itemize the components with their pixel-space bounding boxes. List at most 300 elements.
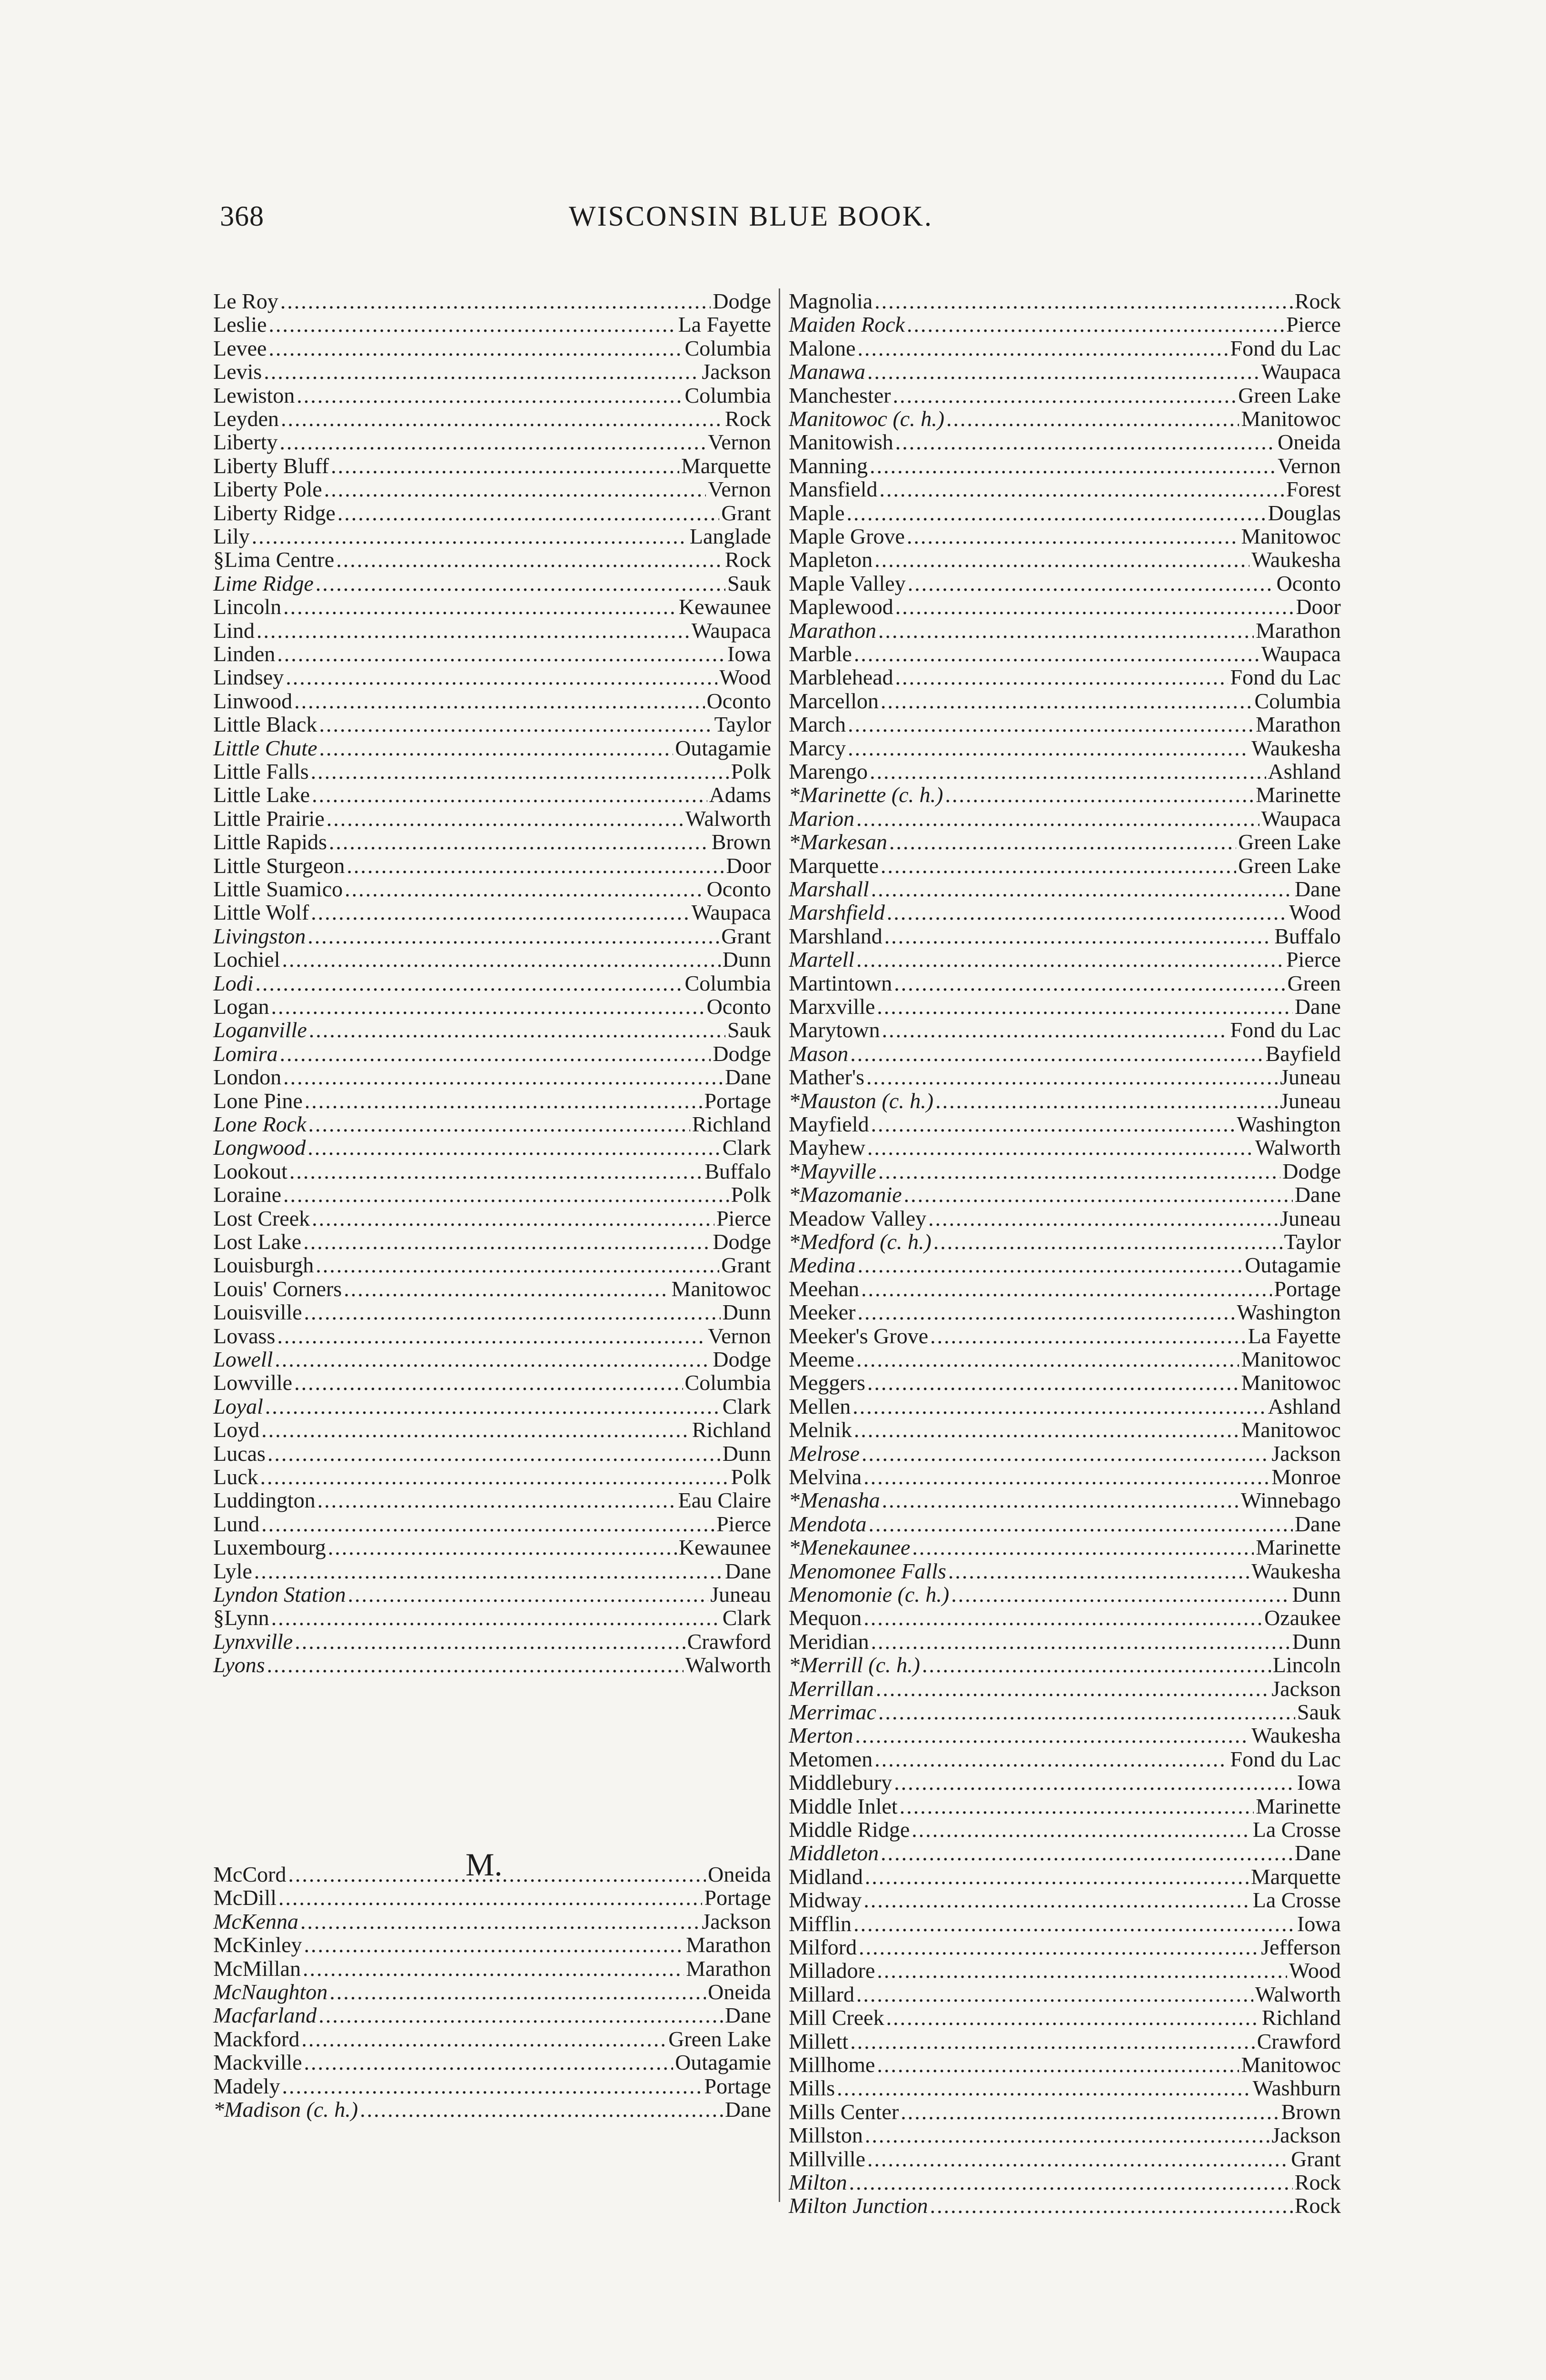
entry-row [789,1559,1341,1583]
place-name: §Lynn [213,1606,269,1630]
entry-row [213,2027,771,2051]
county-name: Fond du Lac [1230,1746,1341,1771]
place-name: Mequon [789,1606,862,1630]
entry-row [213,2098,771,2121]
place-name: Melrose [789,1441,860,1466]
county-name: Fond du Lac [1230,1018,1341,1042]
entry-row [789,901,1341,924]
county-name: Jackson [702,359,771,384]
county-name: Clark [722,1394,771,1418]
entry-row [213,1183,771,1206]
place-name: Loganville [213,1018,307,1042]
county-name: Dane [724,1558,771,1583]
entry-row [789,665,1341,689]
entry-row [213,830,771,853]
entry-row [213,783,771,806]
entry-row [213,1980,771,2003]
entry-row [213,2074,771,2098]
entry-row [789,454,1341,477]
county-name: Dane [1294,994,1341,1019]
dot-leader [877,1959,1287,1982]
dot-leader [866,1065,1278,1089]
entry-row [213,948,771,971]
place-name: *Merrill (c. h.) [789,1653,920,1677]
county-name: Columbia [684,1370,771,1395]
county-name: Dodge [713,289,771,313]
place-name: Longwood [213,1135,306,1160]
dot-leader [260,1465,729,1488]
place-name: Lochiel [213,947,280,972]
county-name: La Fayette [678,312,771,337]
dot-leader [848,736,1249,760]
place-name: Midway [789,1888,862,1913]
dot-leader [308,1112,690,1136]
entry-row [789,2030,1341,2053]
county-name: Dane [724,2097,771,2122]
place-name: Louisville [213,1300,302,1325]
place-name: Lost Lake [213,1230,302,1254]
county-name: Pierce [716,1511,771,1536]
county-name: Dunn [722,1441,771,1466]
county-name: Crawford [1257,2029,1341,2053]
dot-leader [261,1512,714,1536]
county-name: Waupaca [1261,359,1341,384]
entry-row [789,337,1341,360]
entry-row [789,1677,1341,1700]
dot-leader [280,289,711,313]
place-name: Little Sturgeon [213,853,345,878]
dot-leader [261,1418,690,1441]
place-name: Little Lake [213,783,310,807]
place-name: *Menasha [789,1488,880,1513]
entry-row [213,1348,771,1371]
place-name: Mills [789,2076,835,2101]
dot-leader [951,1583,1290,1606]
dot-leader [867,1136,1253,1159]
dot-leader [347,1583,708,1606]
entry-row [213,337,771,360]
dot-leader [874,548,1249,571]
county-name: Manitowoc [671,1276,771,1301]
county-name: Waupaca [1261,806,1341,831]
place-name: Melnik [789,1418,852,1442]
dot-leader [854,642,1259,665]
dot-leader [344,1277,669,1300]
county-name: Marquette [1250,1864,1341,1889]
place-name: Middle Inlet [789,1794,898,1818]
place-name: Little Wolf [213,900,309,925]
dot-leader [268,1442,721,1465]
dot-leader [295,1630,685,1653]
entry-row [789,1065,1341,1089]
county-name: Outagamie [675,735,771,760]
dot-leader [345,877,704,901]
entry-row [789,1207,1341,1230]
dot-leader [301,2027,666,2051]
entry-row [213,854,771,877]
dot-leader [862,1442,1269,1465]
entry-row [789,972,1341,995]
entry-row [789,689,1341,713]
entry-row [789,1935,1341,1959]
dot-leader [871,1630,1290,1653]
entry-row [789,1841,1341,1864]
dot-leader [869,1512,1293,1536]
place-name: Mifflin [789,1911,852,1936]
entry-row [789,1747,1341,1771]
dot-leader [265,1395,721,1418]
dot-leader [319,713,712,736]
entry-row [789,995,1341,1018]
dot-leader [289,1160,703,1183]
dot-leader [870,454,1276,477]
place-name: Meeker [789,1300,856,1325]
dot-leader [901,2100,1279,2123]
dot-leader [856,948,1284,971]
dot-leader [277,642,725,665]
place-name: Lewiston [213,383,295,407]
place-name: *Medford (c. h.) [789,1230,932,1254]
dot-leader [928,1207,1278,1230]
county-name: Walworth [685,806,771,831]
dot-leader [874,1747,1228,1771]
place-name: Maple [789,500,845,525]
county-name: Dane [724,1065,771,1090]
entry-row [789,1983,1341,2006]
place-name: Marshfield [789,900,885,925]
place-name: Liberty Bluff [213,453,329,478]
place-name: *Madison (c. h.) [213,2097,358,2122]
county-name: Forest [1286,477,1341,502]
place-name: Lyle [213,1558,252,1583]
entry-row [213,1559,771,1583]
dot-leader [267,1653,684,1676]
place-name: Lovass [213,1323,276,1348]
place-name: Milton [789,2170,847,2194]
county-name: Marathon [686,1956,771,1981]
place-name: Mapleton [789,547,873,572]
place-name: Marytown [789,1018,880,1042]
place-name: McKinley [213,1933,302,1957]
entry-row [213,525,771,548]
dot-leader [294,1371,683,1394]
entry-row [789,407,1341,430]
place-name: Lodi [213,971,254,995]
county-name: Marquette [681,453,771,478]
dot-leader [305,1089,703,1112]
dot-leader [884,924,1273,948]
dot-leader [863,1465,1269,1488]
place-name: Liberty Pole [213,477,322,502]
entry-row [789,948,1341,971]
entry-row [789,1818,1341,1841]
entry-row [789,525,1341,548]
county-name: Fond du Lac [1230,665,1341,690]
county-name: Columbia [684,971,771,995]
place-name: Mayfield [789,1112,869,1136]
entry-row [789,384,1341,407]
county-name: Washburn [1252,2076,1341,2101]
county-name: Rock [724,407,771,431]
county-name: Dane [724,2003,771,2028]
county-name: Dodge [713,1230,771,1254]
county-name: Green Lake [1238,383,1341,407]
dot-leader [304,1300,721,1324]
dot-leader [854,1418,1239,1441]
county-name: Marinette [1256,783,1341,807]
county-name: Outagamie [1245,1253,1341,1278]
county-name: Walworth [685,1653,771,1677]
county-name: Dunn [1292,1582,1341,1606]
place-name: McKenna [213,1909,298,1934]
dot-leader [904,1183,1293,1206]
entry-row [213,1065,771,1089]
entry-row [789,1277,1341,1300]
entry-row [213,289,771,313]
place-name: *Mayville [789,1159,876,1183]
dot-leader [876,1677,1269,1700]
place-name: Lyons [213,1653,265,1677]
place-name: Little Suamico [213,877,343,901]
dot-leader [837,2076,1250,2100]
dot-leader [945,783,1254,806]
entry-row [789,289,1341,313]
county-name: Langlade [689,524,771,548]
place-name: Little Falls [213,759,309,783]
place-name: Meeme [789,1347,854,1371]
dot-leader [858,337,1229,360]
dot-leader [312,783,707,806]
place-name: Millhome [789,2053,875,2077]
dot-leader [304,1933,684,1956]
entry-row [213,1018,771,1041]
county-name: Winnebago [1240,1488,1341,1513]
county-name: Kewaunee [678,1535,771,1560]
entry-row [789,1018,1341,1041]
place-name: Louisburgh [213,1253,314,1278]
dot-leader [880,477,1284,501]
entry-row [213,1512,771,1536]
dot-leader [908,572,1275,595]
entry-row [213,384,771,407]
dot-leader [887,901,1287,924]
dot-leader [264,360,700,383]
entry-row [789,877,1341,901]
dot-leader [900,1795,1254,1818]
dot-leader [279,430,706,454]
entry-row [789,2053,1341,2076]
entry-row [213,360,771,383]
entry-row [789,1536,1341,1559]
place-name: Marshland [789,923,882,948]
dot-leader [847,501,1266,525]
place-name: Lincoln [213,595,282,619]
entry-row [789,619,1341,642]
dot-leader [863,1606,1262,1629]
entry-row [789,830,1341,853]
place-name: Marion [789,806,854,831]
county-name: Portage [704,2073,771,2098]
county-name: Pierce [1286,312,1341,337]
dot-leader [279,1042,711,1065]
county-name: Oconto [706,877,771,901]
county-name: Rock [724,547,771,572]
dot-leader [303,1230,711,1253]
dot-leader [307,924,719,948]
entry-row [789,430,1341,454]
dot-leader [336,548,723,571]
entry-row [789,1488,1341,1512]
dot-leader [254,1559,723,1583]
entry-row [213,972,771,995]
county-name: Door [1296,595,1341,619]
entry-row [213,1042,771,1065]
place-name: McMillan [213,1956,301,1981]
place-name: Manitowoc (c. h.) [789,407,945,431]
dot-leader [297,384,683,407]
dot-leader [881,689,1253,713]
county-name: Rock [1294,289,1341,313]
dot-leader [878,1160,1280,1183]
entry-row [213,1395,771,1418]
county-name: Jackson [1271,1441,1341,1466]
county-name: Portage [704,1885,771,1910]
county-name: Kewaunee [678,595,771,619]
county-name: Walworth [1255,1135,1341,1160]
county-name: Juneau [1280,1088,1341,1113]
dot-leader [871,1112,1235,1136]
entry-row [789,760,1341,783]
county-name: Grant [721,923,771,948]
entry-row [213,807,771,830]
dot-leader [312,1207,714,1230]
county-name: La Crosse [1252,1888,1341,1913]
county-name: Manitowoc [1241,1347,1341,1371]
dot-leader [948,1559,1249,1583]
county-name: Jackson [1271,1676,1341,1701]
dot-leader [318,2003,723,2027]
section-heading-m: M. [466,1846,503,1883]
county-name: Polk [731,1465,771,1489]
place-name: Luck [213,1465,258,1489]
county-name: Walworth [1255,1982,1341,2006]
place-name: *Mauston (c. h.) [789,1088,934,1113]
entry-row [789,1324,1341,1348]
dot-leader [882,1488,1239,1512]
column-divider [779,288,780,2202]
dot-leader [886,2006,1260,2029]
entry-row [789,1724,1341,1747]
dot-leader [867,360,1259,383]
place-name: Lyndon Station [213,1582,346,1606]
place-name: Loyal [213,1394,263,1418]
place-name: Milton Junction [789,2193,928,2218]
county-name: Outagamie [675,2050,771,2075]
county-name: Brown [1281,2099,1341,2124]
entry-row [789,1230,1341,1253]
entry-row [213,572,771,595]
place-name: Merrillan [789,1676,874,1701]
dot-leader [895,430,1276,454]
place-name: McCord [213,1862,287,1886]
dot-leader [286,665,717,689]
dot-leader [316,572,725,595]
place-name: Midland [789,1864,863,1889]
entry-row [213,736,771,760]
county-name: Taylor [1284,1230,1341,1254]
entry-row [789,2123,1341,2147]
entry-row [789,1653,1341,1676]
place-name: Maple Grove [789,524,905,548]
county-name: Grant [1291,2146,1341,2171]
county-name: Waukesha [1251,1723,1341,1748]
place-name: Leyden [213,407,279,431]
county-name: Waupaca [691,900,771,925]
place-name: Louis' Corners [213,1276,342,1301]
county-name: Portage [1274,1276,1341,1301]
county-name: La Fayette [1248,1323,1341,1348]
place-name: Melvina [789,1465,862,1489]
dot-leader [360,2098,723,2121]
entry-row [789,1089,1341,1112]
place-name: Malone [789,336,856,360]
county-name: Eau Claire [678,1488,771,1513]
dot-leader [867,2147,1289,2171]
dot-leader [856,807,1259,830]
entry-row [789,1512,1341,1536]
entry-row [213,1089,771,1112]
page-header [0,200,1546,238]
entry-row [213,1536,771,1559]
entry-row [789,713,1341,736]
place-name: Merton [789,1723,853,1748]
county-name: Polk [731,1182,771,1207]
entry-row [213,1136,771,1159]
entry-row [213,1653,771,1676]
county-name: Wood [1289,900,1341,925]
county-name: Waukesha [1251,735,1341,760]
county-name: Oneida [1278,430,1341,455]
entry-row [213,501,771,525]
entry-row [213,1160,771,1183]
county-name: Green Lake [668,2026,771,2051]
county-name: Manitowoc [1241,2053,1341,2077]
dot-leader [850,2030,1255,2053]
place-name: Lost Creek [213,1206,310,1230]
dot-leader [849,2171,1293,2194]
place-name: Manawa [789,359,865,384]
county-name: Manitowoc [1241,1418,1341,1442]
place-name: Mason [789,1041,849,1066]
entry-row [213,407,771,430]
county-name: Ashland [1268,759,1341,783]
entry-row [789,1888,1341,1912]
county-name: Green [1287,971,1341,995]
entry-row [789,501,1341,525]
dot-leader [856,1983,1253,2006]
entry-row [213,760,771,783]
place-name: Mackville [213,2050,302,2075]
entry-row [213,430,771,454]
dot-leader [271,995,705,1018]
place-name: Maplewood [789,595,893,619]
place-name: *Markesan [789,830,887,854]
county-name: Oneida [708,1980,771,2004]
county-name: Iowa [1297,1770,1341,1795]
county-name: Dane [1294,877,1341,901]
entry-row [213,642,771,665]
entry-row [213,924,771,948]
